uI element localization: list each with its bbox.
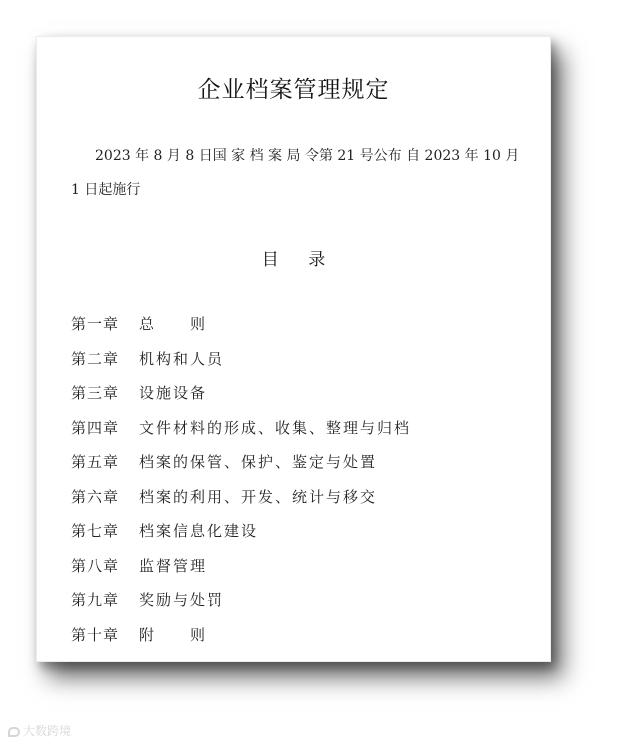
chapter-number: 第四章 <box>71 418 120 437</box>
chat-bubble-icon <box>8 727 20 737</box>
toc-item <box>71 349 521 384</box>
chapter-title: 机构和人员 <box>139 349 225 368</box>
toc-item <box>71 590 521 625</box>
watermark <box>8 722 71 739</box>
toc-item <box>71 556 521 591</box>
toc-item <box>71 314 521 349</box>
chapter-title: 文件材料的形成、收集、整理与归档 <box>139 418 412 437</box>
chapter-title: 总 则 <box>139 315 208 333</box>
chapter-title: 设施设备 <box>139 384 208 402</box>
chapter-title: 奖励与处罚 <box>139 591 225 609</box>
chapter-number: 第二章 <box>71 349 120 368</box>
chapter-title: 档案的保管、保护、鉴定与处置 <box>139 453 378 471</box>
toc-heading: 目 录 <box>261 250 338 270</box>
toc-item <box>71 452 521 487</box>
chapter-number: 第三章 <box>71 384 120 402</box>
chapter-number: 第十章 <box>71 625 120 644</box>
table-of-contents <box>71 314 521 659</box>
toc-item <box>71 418 521 453</box>
document-title: 企业档案管理规定 <box>197 77 390 103</box>
chapter-number: 第六章 <box>71 487 120 506</box>
chapter-number: 第一章 <box>71 315 120 333</box>
toc-item <box>71 625 521 660</box>
chapter-title: 档案的利用、开发、统计与移交 <box>139 487 378 506</box>
chapter-number: 第七章 <box>71 522 120 540</box>
document-page <box>36 36 551 662</box>
toc-item <box>71 521 521 556</box>
chapter-number: 第八章 <box>71 556 120 575</box>
chapter-title: 监督管理 <box>139 556 208 575</box>
chapter-title: 附 则 <box>139 625 208 644</box>
chapter-title: 档案信息化建设 <box>139 522 259 540</box>
decree-line: 2023 年 8 月 8 日国 家 档 案 局 令第 21 号公布 自 2023 年 10 月 1 日起施行 <box>71 148 520 198</box>
chapter-number: 第九章 <box>71 591 120 609</box>
toc-item <box>71 487 521 522</box>
chapter-number: 第五章 <box>71 453 120 471</box>
toc-item <box>71 383 521 418</box>
watermark-text: 大数跨境 <box>23 724 72 738</box>
